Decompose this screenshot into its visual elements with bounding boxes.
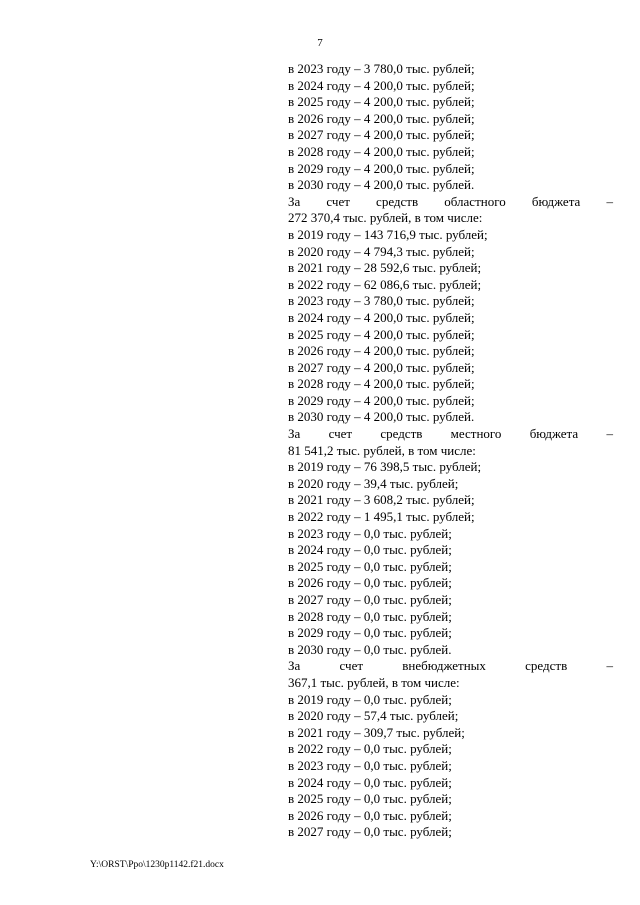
heading-word: бюджета: [531, 193, 581, 209]
document-body: [288, 61, 613, 841]
year-amount-line: в 2028 году – 4 200,0 тыс. рублей;: [288, 376, 475, 392]
year-amount-line: в 2019 году – 0,0 тыс. рублей;: [288, 691, 452, 707]
year-amount-line: в 2021 году – 3 608,2 тыс. рублей;: [288, 492, 475, 508]
year-amount-line: в 2026 году – 4 200,0 тыс. рублей;: [288, 343, 475, 359]
heading-word: областного: [444, 193, 506, 209]
year-amount-line: в 2020 году – 39,4 тыс. рублей;: [288, 475, 459, 491]
year-amount-line: в 2030 году – 0,0 тыс. рублей.: [288, 641, 452, 657]
heading-word: средств: [525, 658, 568, 674]
heading-word: За: [288, 658, 301, 674]
year-amount-line: в 2026 году – 0,0 тыс. рублей;: [288, 575, 452, 591]
year-amount-line: в 2028 году – 4 200,0 тыс. рублей;: [288, 143, 475, 159]
funding-block: [288, 658, 613, 841]
year-amount-line: в 2022 году – 0,0 тыс. рублей;: [288, 741, 452, 757]
year-amount-line: в 2027 году – 0,0 тыс. рублей;: [288, 824, 452, 840]
year-amount-line: в 2021 году – 28 592,6 тыс. рублей;: [288, 260, 482, 276]
year-amount-line: в 2029 году – 0,0 тыс. рублей;: [288, 625, 452, 641]
year-amount-line: в 2025 году – 0,0 тыс. рублей;: [288, 558, 452, 574]
heading-word: местного: [450, 426, 502, 442]
year-amount-line: в 2029 году – 4 200,0 тыс. рублей;: [288, 160, 475, 176]
year-amount-line: в 2025 году – 0,0 тыс. рублей;: [288, 791, 452, 807]
funding-heading: [288, 194, 613, 211]
heading-word: внебюджетных: [402, 658, 486, 674]
year-amount-line: в 2027 году – 0,0 тыс. рублей;: [288, 592, 452, 607]
year-amount-line: в 2023 году – 3 780,0 тыс. рублей;: [288, 293, 475, 309]
heading-word: средств: [376, 193, 419, 209]
funding-heading: [288, 426, 613, 443]
funding-block: [288, 61, 613, 194]
funding-total: 81 541,2 тыс. рублей, в том числе:: [288, 442, 476, 458]
year-amount-line: в 2024 году – 0,0 тыс. рублей;: [288, 542, 452, 558]
page-number: 7: [317, 37, 323, 49]
year-amount-line: в 2025 году – 4 200,0 тыс. рублей;: [288, 94, 475, 110]
heading-word: бюджета: [529, 426, 579, 442]
funding-heading: [288, 658, 613, 675]
funding-total: 272 370,4 тыс. рублей, в том числе:: [288, 210, 483, 226]
heading-word: –: [606, 426, 613, 442]
heading-word: счет: [328, 426, 353, 442]
year-amount-line: в 2019 году – 76 398,5 тыс. рублей;: [288, 459, 482, 475]
heading-word: счет: [339, 658, 364, 674]
funding-block: [288, 426, 613, 658]
file-path-footer: Y:\ORST\Ppo\1230p1142.f21.docx: [90, 860, 224, 870]
year-amount-line: в 2019 году – 143 716,9 тыс. рублей;: [288, 226, 488, 242]
year-amount-line: в 2023 году – 0,0 тыс. рублей;: [288, 757, 452, 773]
heading-word: За: [288, 426, 301, 442]
year-amount-line: в 2030 году – 4 200,0 тыс. рублей.: [288, 177, 475, 193]
year-amount-line: в 2021 году – 309,7 тыс. рублей;: [288, 724, 465, 740]
year-amount-line: в 2025 году – 4 200,0 тыс. рублей;: [288, 326, 475, 342]
heading-word: –: [606, 193, 613, 209]
year-amount-line: в 2024 году – 0,0 тыс. рублей;: [288, 774, 452, 790]
heading-word: За: [288, 193, 301, 209]
year-amount-line: в 2024 году – 4 200,0 тыс. рублей;: [288, 77, 475, 93]
year-amount-line: в 2026 году – 0,0 тыс. рублей;: [288, 807, 452, 823]
funding-block: [288, 194, 613, 426]
year-amount-line: в 2023 году – 0,0 тыс. рублей;: [288, 525, 452, 541]
funding-total: 367,1 тыс. рублей, в том числе:: [288, 674, 460, 690]
year-amount-line: в 2026 году – 4 200,0 тыс. рублей;: [288, 110, 475, 126]
year-amount-line: в 2030 году – 4 200,0 тыс. рублей.: [288, 409, 475, 425]
year-amount-line: в 2022 году – 1 495,1 тыс. рублей;: [288, 509, 475, 525]
year-amount-line: в 2028 году – 0,0 тыс. рублей;: [288, 608, 452, 624]
heading-word: –: [606, 658, 613, 674]
year-amount-line: в 2020 году – 57,4 тыс. рублей;: [288, 708, 459, 724]
year-amount-line: в 2020 году – 4 794,3 тыс. рублей;: [288, 243, 475, 259]
year-amount-line: в 2024 году – 4 200,0 тыс. рублей;: [288, 309, 475, 325]
year-amount-line: в 2022 году – 62 086,6 тыс. рублей;: [288, 276, 482, 292]
heading-word: счет: [326, 193, 350, 209]
year-amount-line: в 2023 году – 3 780,0 тыс. рублей;: [288, 61, 475, 76]
year-amount-line: в 2027 году – 4 200,0 тыс. рублей;: [288, 127, 475, 143]
year-amount-line: в 2029 году – 4 200,0 тыс. рублей;: [288, 392, 475, 408]
year-amount-line: в 2027 году – 4 200,0 тыс. рублей;: [288, 359, 475, 375]
heading-word: средств: [380, 426, 423, 442]
